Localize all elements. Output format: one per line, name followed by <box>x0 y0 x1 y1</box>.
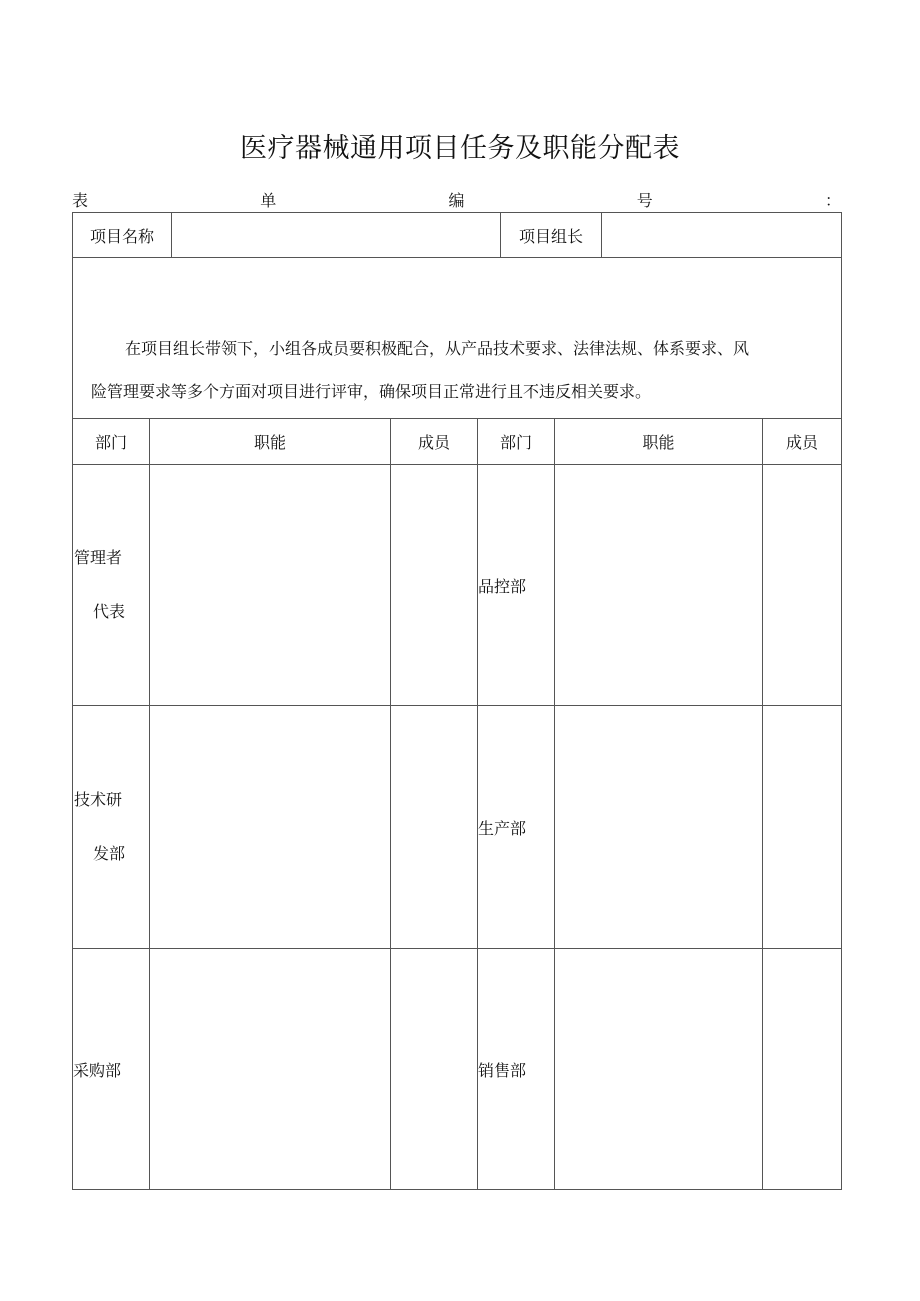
function-cell[interactable] <box>150 949 391 1190</box>
assignment-table <box>72 212 842 1190</box>
dept-cell-rnd <box>73 706 150 949</box>
dept-cell-purchasing <box>73 949 150 1190</box>
function-cell[interactable] <box>150 706 391 949</box>
dept-cell-quality-control: 品控部 <box>478 465 555 706</box>
dept-cell-production: 生产部 <box>478 706 555 949</box>
table-row <box>73 465 842 706</box>
column-header-member: 成员 <box>391 419 478 465</box>
function-cell[interactable] <box>555 465 763 706</box>
project-leader-field[interactable] <box>602 213 841 257</box>
project-name-field[interactable] <box>172 213 501 257</box>
column-header-function: 职能 <box>150 419 391 465</box>
table-row <box>73 949 842 1190</box>
dept-cell-management-rep <box>73 465 150 706</box>
member-cell[interactable] <box>763 465 842 706</box>
intro-line-1: 在项目组长带领下，小组各成员要积极配合，从产品技术要求、法律法规、体系要求、风 <box>125 339 750 358</box>
member-cell[interactable] <box>763 706 842 949</box>
form-number-char: 单 <box>260 191 277 210</box>
intro-paragraph <box>73 258 842 419</box>
column-header-dept: 部门 <box>73 419 150 465</box>
form-number-colon: ： <box>824 191 841 210</box>
document-title: 医疗器械通用项目任务及职能分配表 <box>240 133 680 164</box>
project-name-label: 项目名称 <box>73 213 172 257</box>
form-number-line <box>72 188 841 210</box>
dept-label-line1: 技术研 <box>74 790 123 809</box>
member-cell[interactable] <box>763 949 842 1190</box>
function-cell[interactable] <box>555 706 763 949</box>
table-row <box>73 706 842 949</box>
member-cell[interactable] <box>391 949 478 1190</box>
intro-row <box>73 258 842 419</box>
function-cell[interactable] <box>150 465 391 706</box>
column-header-row <box>73 419 842 465</box>
dept-label-line2: 发部 <box>93 844 126 863</box>
column-header-function: 职能 <box>555 419 763 465</box>
column-header-member: 成员 <box>763 419 842 465</box>
member-cell[interactable] <box>391 706 478 949</box>
dept-label-line2: 代表 <box>93 602 126 621</box>
project-leader-label: 项目组长 <box>501 213 602 257</box>
function-cell[interactable] <box>555 949 763 1190</box>
form-number-char: 编 <box>448 191 465 210</box>
form-number-char: 表 <box>72 191 89 210</box>
dept-label-line1: 管理者 <box>74 548 123 567</box>
project-header-row <box>73 213 842 258</box>
member-cell[interactable] <box>391 465 478 706</box>
form-number-char: 号 <box>636 191 653 210</box>
intro-line-2: 险管理要求等多个方面对项目进行评审，确保项目正常进行且不违反相关要求。 <box>91 382 652 401</box>
dept-cell-sales: 销售部 <box>478 949 555 1190</box>
column-header-dept: 部门 <box>478 419 555 465</box>
dept-label-line1: 采购部 <box>73 1060 122 1080</box>
